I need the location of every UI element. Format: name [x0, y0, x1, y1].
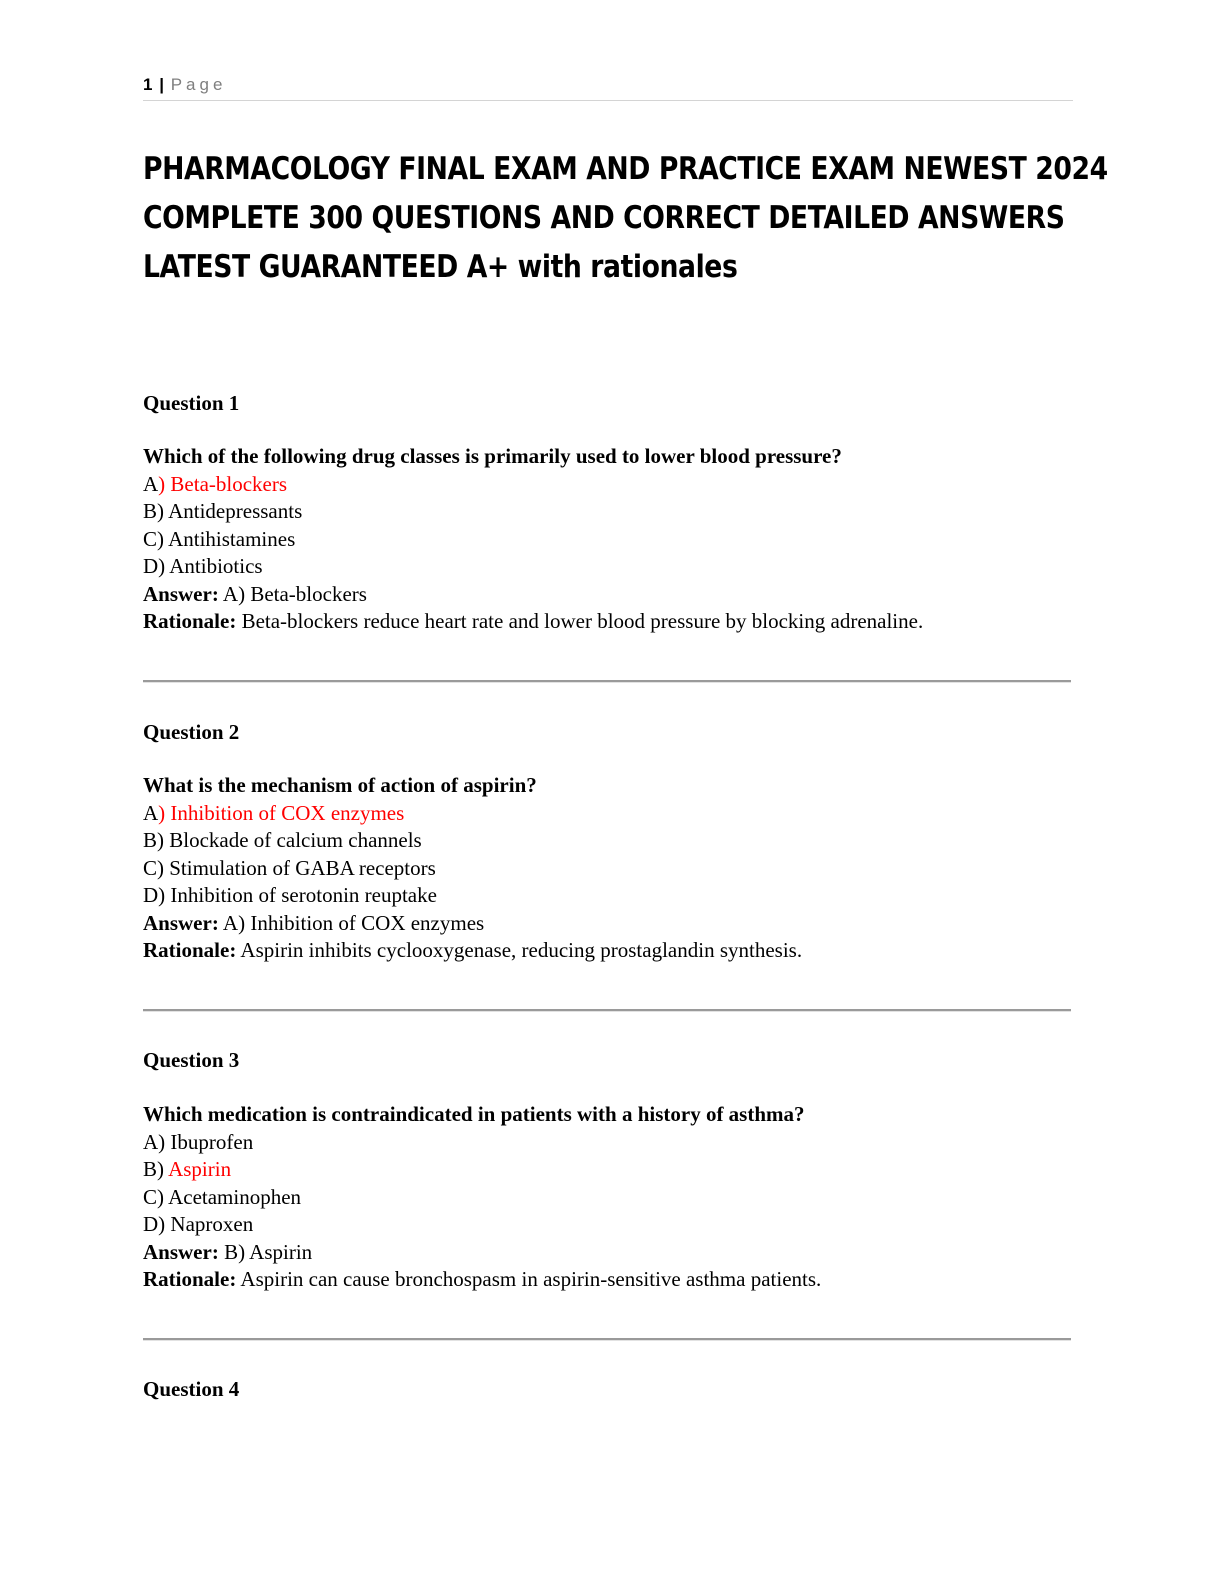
- title-line-3: LATEST GUARANTEED A+ with rationales: [143, 249, 738, 285]
- option-prefix: C): [143, 1184, 169, 1209]
- section-divider: [143, 680, 1071, 683]
- section-divider: [143, 1009, 1071, 1012]
- rationale-line: [143, 608, 1073, 636]
- option-c: [143, 526, 1073, 554]
- section-divider: [143, 1338, 1071, 1341]
- rationale-label: Rationale:: [143, 609, 237, 633]
- page-header: [143, 74, 1073, 101]
- option-d: [143, 1211, 1073, 1239]
- rationale-line: [143, 937, 1073, 965]
- question-block: [143, 443, 1073, 636]
- option-text-correct: ) Beta-blockers: [158, 471, 288, 496]
- option-prefix: A: [143, 471, 159, 496]
- option-a: [143, 800, 1073, 828]
- answer-line: [143, 1239, 1073, 1267]
- option-prefix: A: [143, 800, 159, 825]
- option-prefix: B): [143, 1157, 169, 1181]
- option-text: Stimulation of GABA receptors: [169, 855, 436, 880]
- option-text-correct: Aspirin: [168, 1157, 232, 1181]
- option-prefix: B): [143, 499, 169, 523]
- rationale-text: Aspirin can cause bronchospasm in aspirin-sensitive asthma patients.: [236, 1267, 822, 1291]
- option-text: Naproxen: [170, 1212, 254, 1236]
- option-text: Antidepressants: [168, 499, 303, 523]
- option-b: [143, 827, 1073, 855]
- page-separator: |: [159, 75, 164, 94]
- option-text: Acetaminophen: [168, 1184, 302, 1209]
- option-prefix: D): [143, 554, 170, 578]
- question-block: [143, 772, 1073, 965]
- option-b: [143, 498, 1073, 526]
- option-d: [143, 882, 1073, 910]
- rationale-text: Beta-blockers reduce heart rate and lower blood pressure by blocking adrenaline.: [236, 609, 924, 633]
- option-prefix: B): [143, 828, 170, 852]
- title-line-1: PHARMACOLOGY FINAL EXAM AND PRACTICE EXAM NEWEST 2024: [143, 151, 1108, 187]
- option-c: [143, 855, 1073, 883]
- answer-line: [143, 581, 1073, 609]
- question-stem: Which medication is contraindicated in patients with a history of asthma?: [143, 1102, 805, 1126]
- option-a: [143, 471, 1073, 499]
- answer-text: A) Beta-blockers: [218, 581, 367, 606]
- option-prefix: C): [143, 526, 169, 551]
- question-heading: Question 2: [143, 720, 240, 744]
- question-heading: Question 1: [143, 391, 240, 415]
- rationale-text: Aspirin inhibits cyclooxygenase, reducing prostaglandin synthesis.: [236, 938, 803, 962]
- option-prefix: D): [143, 1212, 171, 1236]
- answer-label: Answer:: [143, 1239, 219, 1264]
- answer-text: B) Aspirin: [218, 1239, 313, 1264]
- question-stem: Which of the following drug classes is primarily used to lower blood pressure?: [143, 444, 842, 468]
- title-line-2: COMPLETE 300 QUESTIONS AND CORRECT DETAILED ANSWERS: [143, 200, 1065, 236]
- option-text: Ibuprofen: [170, 1129, 254, 1154]
- answer-line: [143, 910, 1073, 938]
- answer-text: A) Inhibition of COX enzymes: [218, 910, 485, 935]
- rationale-label: Rationale:: [143, 1267, 237, 1291]
- option-text: Antihistamines: [168, 526, 296, 551]
- answer-label: Answer:: [143, 910, 219, 935]
- option-d: [143, 553, 1073, 581]
- option-prefix: D): [143, 883, 171, 907]
- question-heading: Question 3: [143, 1048, 240, 1072]
- question-heading: Question 4: [143, 1377, 240, 1401]
- option-text: Antibiotics: [169, 554, 263, 578]
- rationale-line: [143, 1266, 1073, 1294]
- option-prefix: C): [143, 855, 170, 880]
- option-text: Blockade of calcium channels: [169, 828, 422, 852]
- option-text-correct: ) Inhibition of COX enzymes: [158, 800, 405, 825]
- option-b: [143, 1156, 1073, 1184]
- option-text: Inhibition of serotonin reuptake: [170, 883, 437, 907]
- option-a: [143, 1129, 1073, 1157]
- question-stem: What is the mechanism of action of aspirin?: [143, 773, 537, 797]
- rationale-label: Rationale:: [143, 938, 237, 962]
- option-prefix: A): [143, 1129, 171, 1154]
- page-label: Page: [170, 75, 227, 94]
- page-number: 1: [143, 75, 153, 94]
- answer-label: Answer:: [143, 581, 219, 606]
- question-block: [143, 1101, 1073, 1294]
- document-title: [143, 145, 1108, 292]
- option-c: [143, 1184, 1073, 1212]
